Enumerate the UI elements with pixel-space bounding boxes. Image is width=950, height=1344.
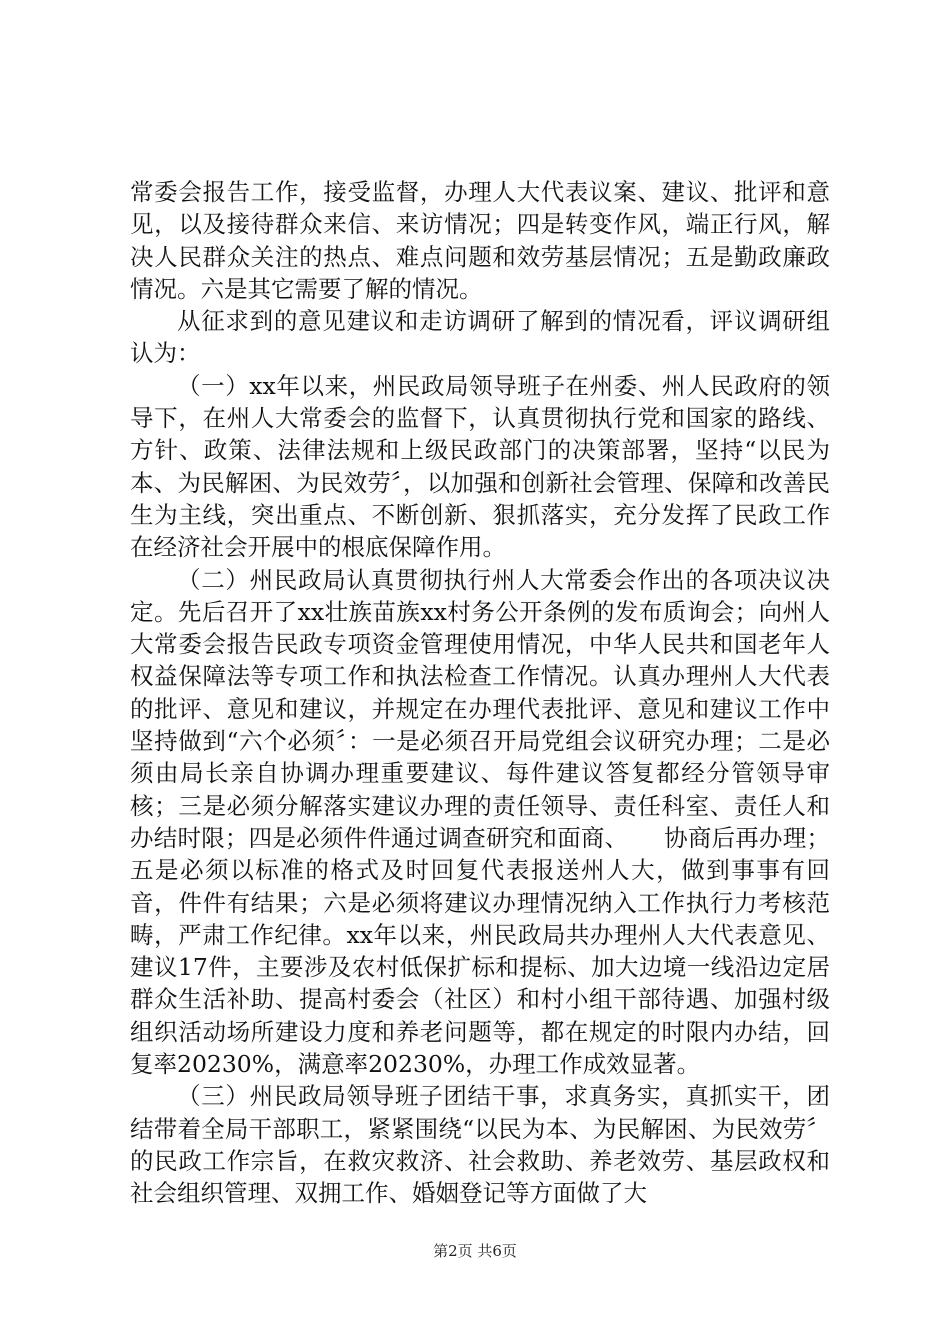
paragraph-point-one: （一）xx年以来，州民政局领导班子在州委、州人民政府的领导下，在州人大常委会的监督下，认真贯彻执行党和国家的路线、方针、政策、法律法规和上级民政部门的决策部署，坚持“以民为本、为民解困、为民效劳〞，以加强和创新社会管理、保障和改善民生为主线，突出重点、不断创新、狠抓落实，充分发挥了民政工作在经济社会开展中的根底保障作用。 bbox=[130, 371, 830, 562]
paragraph-point-two: （二）州民政局认真贯彻执行州人大常委会作出的各项决议决定。先后召开了xx壮族苗族xx村务公开条例的发布质询会；向州人大常委会报告民政专项资金管理使用情况，中华人民共和国老年人权益保障法等专项工作和执法检查工作情况。认真办理州人大代表的批评、意见和建议，并规定在办理代表批评、意见和建议工作中坚持做到“六个必须〞：一是必须召开局党组会议研究办理；二是必须由局长亲自协调办理重要建议、每件建议答复都经分管领导审核；三是必须分解落实建议办理的责任领导、责任科室、责任人和办结时限；四是必须件件通过调查研究和面商、 协商后再办理；五是必须以标准的格式及时回复代表报送州人大，做到事事有回音，件件有结果；六是必须将建议办理情况纳入工作执行力考核范畴，严肃工作纪律。xx年以来，州民政局共办理州人大代表意见、建议17件，主要涉及农村低保扩标和提标、加大边境一线沿边定居群众生活补助、提高村委会（社区）和村小组干部待遇、加强村级组织活动场所建设力度和养老问题等，都在规定的时限内办结，回复率20230%，满意率20230%，办理工作成效显著。 bbox=[130, 565, 830, 1079]
page-number-footer: 第2页 共6页 bbox=[433, 1242, 517, 1260]
paragraph-continuation: 常委会报告工作，接受监督，办理人大代表议案、建议、批评和意见，以及接待群众来信、来访情况；四是转变作风，端正行风，解决人民群众关注的热点、难点问题和效劳基层情况；五是勤政廉政情况。六是其它需要了解的情况。 bbox=[130, 178, 830, 303]
paragraph-findings-intro: 从征求到的意见建议和走访调研了解到的情况看，评议调研组认为： bbox=[130, 307, 830, 368]
document-body bbox=[130, 176, 830, 1210]
paragraph-point-three: （三）州民政局领导班子团结干事，求真务实，真抓实干，团结带着全局干部职工，紧紧围绕“以民为本、为民解困、为民效劳〞的民政工作宗旨，在救灾救济、社会救助、养老效劳、基层政权和社会组织管理、双拥工作、婚姻登记等方面做了大 bbox=[130, 1082, 830, 1208]
